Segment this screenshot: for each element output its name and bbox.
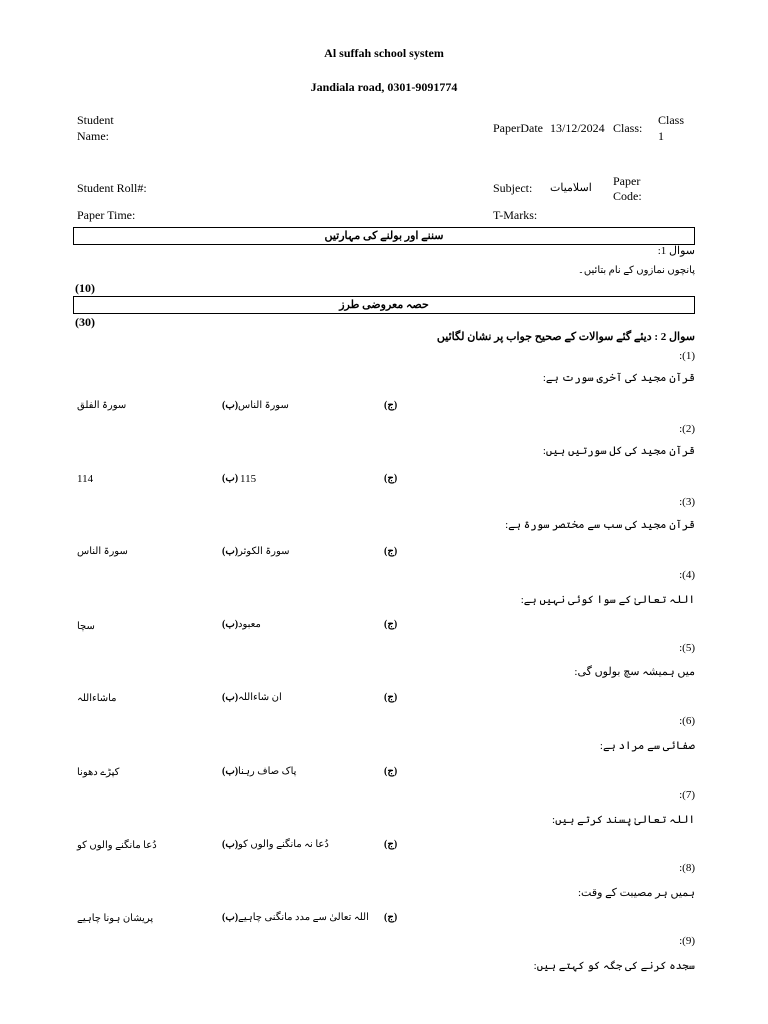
option-a: سورۃ الناس [77,546,128,557]
option-a: 114 [77,473,94,485]
section1-marks: (10) [75,281,95,295]
option-b-label: (ب) [222,546,239,557]
school-address: Jandiala road, 0301-9091774 [310,80,458,94]
section1-title: سننے اور بولنے کی مہارتیں [73,227,695,245]
class-value: 1 [658,129,664,143]
question-text: قرآن مجید کی سب سے مختصر سورۃ ہے: [505,519,695,531]
option-b-label: (ب) [222,692,239,703]
question-text: صفائی سے مراد ہے: [599,740,695,752]
roll-label: Student Roll#: [77,181,147,195]
option-a: کپڑے دھونا [77,767,120,778]
section1-question-text: پانچوں نمازوں کے نام بتائیں۔ [578,265,695,276]
option-c-label: (ج) [384,839,398,850]
question-text: میں ہمیشہ سچ بولوں گی: [574,666,695,678]
subject-label: Subject: [493,181,533,195]
question-text: قرآن مجید کی آخری سورت ہے: [542,372,695,384]
question-text: اللہ تعالیٰ پسند کرتے ہیں: [552,814,695,826]
paper-date-label: PaperDate [493,121,543,135]
section2-instruction: سوال 2 : دیئے گئے سوالات کے صحیح جواب پر نشان لگائیں [436,331,695,343]
option-b: سورۃ الناس [238,400,289,411]
paper-date-value: 13/12/2024 [550,121,605,135]
option-c-label: (ج) [384,400,398,411]
question-number: :(4) [679,569,695,581]
option-b-label: (ب) [222,766,239,777]
option-b: 115 [240,473,257,485]
option-a: سورۃ الفلق [77,400,127,411]
class-value-label: Class [658,113,685,127]
option-a: ماشاءاللہ [77,693,117,704]
option-b-label: (ب) [222,839,239,850]
option-c-label: (ج) [384,473,398,484]
question-number: :(7) [679,789,695,801]
option-b-label: (ب) [222,619,239,630]
school-name: Al suffah school system [324,46,444,60]
option-b: ان شاءاللہ [238,692,282,703]
section2-marks: (30) [75,315,95,329]
option-b-label: (ب) [222,473,239,484]
paper-code-label-2: Code: [613,189,642,203]
tmarks-label: T-Marks: [493,208,538,222]
section2-title: حصہ معروضی طرز [73,296,695,314]
option-a: دُعا مانگنے والوں کو [77,840,157,851]
option-c-label: (ج) [384,912,398,923]
paper-code-label: Paper [613,174,641,188]
question-number: :(3) [679,496,695,508]
question-number: :(2) [679,423,695,435]
question-number: :(9) [679,935,695,947]
option-b-label: (ب) [222,912,239,923]
paper-time-label: Paper Time: [77,208,136,222]
question-text: سجدہ کرنے کی جگہ کو کہتے ہیں: [533,960,695,972]
question-text: اللہ تعالیٰ کے سوا کوئی نہیں ہے: [520,594,695,606]
option-b: دُعا نہ مانگنے والوں کو [238,839,329,850]
option-a: پریشان ہونا چاہیے [77,913,154,924]
option-b: پاک صاف رہنا [238,766,297,777]
option-b: اللہ تعالیٰ سے مدد مانگنی چاہیے [238,912,369,923]
question-number: :(8) [679,862,695,874]
option-a: سچا [77,621,95,632]
question-text: ہمیں ہر مصیبت کے وقت: [578,887,695,899]
subject-value: اسلامیات [550,182,592,194]
option-b-label: (ب) [222,400,239,411]
option-c-label: (ج) [384,692,398,703]
question-number: :(1) [679,350,695,362]
option-b: سورۃ الکوثر [238,546,290,557]
option-c-label: (ج) [384,619,398,630]
class-label: Class: [613,121,643,135]
option-b: معبود [238,619,261,630]
student-name-label-2: Name: [77,129,109,143]
option-c-label: (ج) [384,546,398,557]
option-c-label: (ج) [384,766,398,777]
question-text: قرآن مجید کی کل سورتیں ہیں: [542,445,695,457]
question-number: :(5) [679,642,695,654]
student-name-label: Student [77,113,114,127]
question-number: :(6) [679,715,695,727]
section1-question-label: سوال 1: [657,245,695,257]
